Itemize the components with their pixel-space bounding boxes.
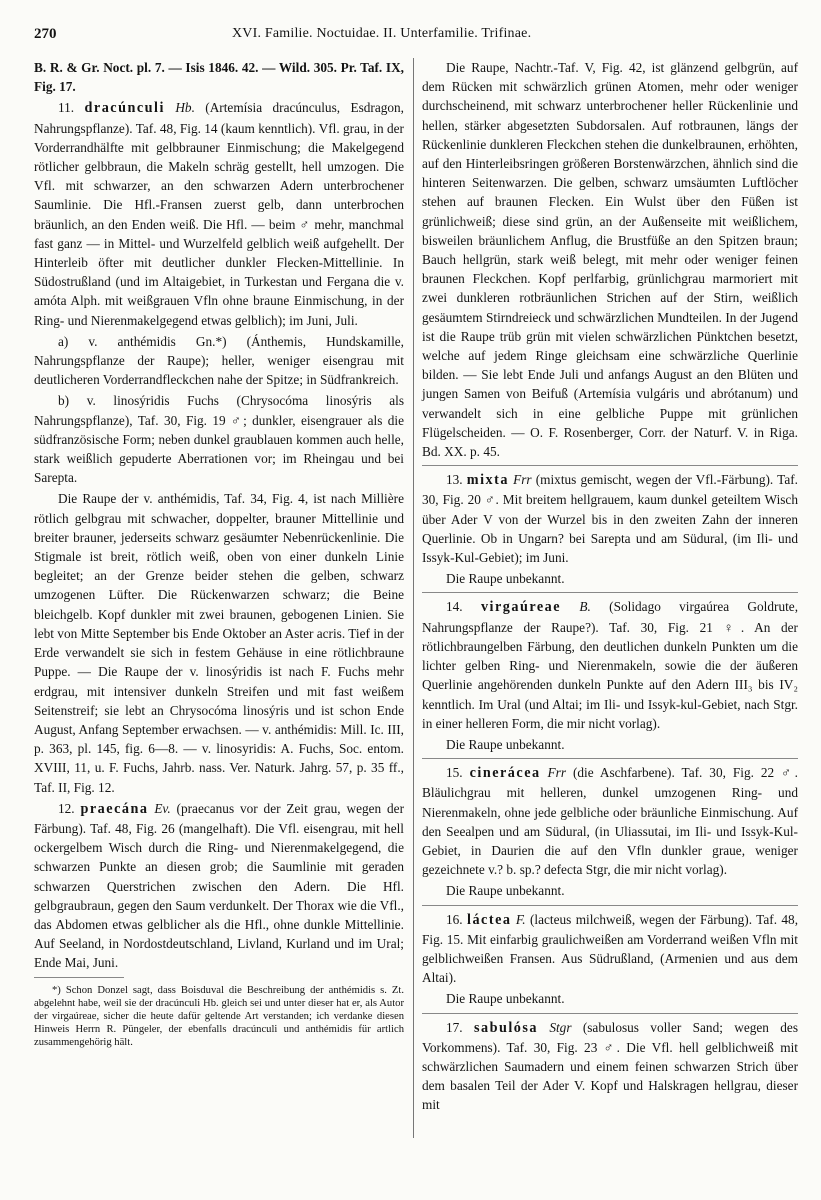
entry-text: (sabulosus voller Sand; wegen des Vorkommens). Taf. 30, Fig. 23 ♂. Die Vfl. hell gelblichweiß mit schwärzlichen Saumadern und einem feinen schwarzen Strich über dem basalen Teil der Ader V. Kopf und Halskragen hellgrau, dieser mit bbox=[422, 1019, 798, 1113]
entry-11b: b) v. linosýridis Fuchs (Chrysocóma linosýris als Nahrungspflanze), Taf. 30, Fig. 19 ♂; dunkler, eisengrauer als die südfranzösische Form; neben dunkel graublauen kommen auch helle, stark weißlich gepuderte Aberrationen vor; im Rheingau und bei Sarepta. bbox=[34, 393, 404, 486]
species-author: Ev. bbox=[154, 800, 171, 816]
entry-16-raupe: Die Raupe unbekannt. bbox=[446, 991, 565, 1007]
entry-14 bbox=[422, 597, 798, 732]
running-title: XVI. Familie. Noctuidae. II. Unterfamilie. Trifinae. bbox=[232, 26, 532, 41]
species-author: Frr bbox=[513, 472, 532, 488]
entry-14-raupe: Die Raupe unbekannt. bbox=[446, 736, 565, 752]
entry-13-raupe: Die Raupe unbekannt. bbox=[446, 571, 565, 587]
entry-15 bbox=[422, 763, 798, 879]
entry-text: (die Aschfarbene). Taf. 30, Fig. 22 ♂. Bläulichgrau mit helleren, dunkel umzogenen Ring- und Nierenmakeln, ohne jede gelbliche oder bräunliche Einmischung. Auf den Seealpen und am Südural, (in Uliassutai, im Ili- und Issyk-Kul-Gebiet, in Daurien die auf den Vfln dunkler graue, weniger gezeichnete v.? b. sp.? defecta Stgr, die mir nicht vorlag). bbox=[422, 765, 799, 878]
section-rule bbox=[422, 465, 798, 466]
species-author: Frr bbox=[547, 765, 567, 781]
intro-references: B. R. & Gr. Noct. pl. 7. — Isis 1846. 42. — Wild. 305. Pr. Taf. IX, Fig. 17. bbox=[34, 60, 404, 95]
entry-text: (praecanus vor der Zeit grau, wegen der Färbung). Taf. 48, Fig. 26 (mangelhaft). Die Vfl. eisengrau, mit hell ockergelbem Wisch durch die Ring- und Nierenmakelgegend, die schwarzen Punkte an diesen grob; die Saumlinie mit geraden schwarzen Querstrichen zwischen den Adern. Die Hfl. gelbgraubraun, gegen den Saum verdunkelt. Der Thorax wie die Vfl., das Abdomen etwas gelblicher als die Hfl., ohne dunkle Mittellinie. Auf Seeland, in Nordostdeutschland, Livland, Kurland und im Ural; Ende Mai, Juni. bbox=[34, 800, 405, 971]
entry-text: (Artemísia dracúnculus, Esdragon, Nahrungspflanze). Taf. 48, Fig. 14 (kaum kenntlich). Vfl. grau, in der Vorderrandhälfte mit gelbbrauner Einmischung; die Makelgegend rötlicher gelbbraun, die Makeln schräg gestellt, hell umzogen. Die Vfl. mit schwarzer, an den schwarzen Adern unterbrochener Saumlinie. Die Hfl.-Fransen zuerst gelb, dann unterbrochen bräunlich, an den Enden weiß. Die Hfl. — beim ♂ mehr, manchmal fast ganz — in Mittel- und Wurzelfeld gelblich weiß aufgehellt. Der Hinterleib öfter mit deutlicher dunkler Flecken-Mittellinie. In Südostrußland (und im Altaigebiet, in Turkestan und Fergana die v. amóta Alph. mit weißgrauen Vfln ohne braune Einmischung, in der Ring- und Nierenmakelgegend etwas gelblich); im Juni, Juli. bbox=[34, 100, 404, 328]
entry-16 bbox=[422, 910, 798, 988]
right-column bbox=[422, 58, 798, 1117]
entry-11a: a) v. anthémidis Gn.*) (Ánthemis, Hundskamille, Nahrungspflanze der Raupe); heller, weniger eisengrau mit deutlicheren Vorderrandfleckchen nahe der Spitze; in Südfrankreich. bbox=[34, 333, 404, 388]
left-column bbox=[34, 58, 404, 1049]
entry-number: 17. bbox=[446, 1019, 463, 1035]
entry-17 bbox=[422, 1018, 798, 1115]
page-number: 270 bbox=[34, 26, 57, 42]
species-name: sabulósa bbox=[473, 1019, 538, 1036]
entry-text: (mixtus gemischt, wegen der Vfl.-Färbung). Taf. 30, Fig. 20 ♂. Mit breitem hellgrauem, kaum dunkel geteiltem Wisch über Ader V von der Wurzel bis in den zweiten Zahn der inneren Querlinie. Ob in Ungarn? bei Sarepta und am Südural, (im Ili- und Issyk-Kul-Gebiet); im Juni. bbox=[422, 472, 798, 566]
footnote-text: *) Schon Donzel sagt, dass Boisduval die Beschreibung der anthémidis s. Zt. abgelehnt habe, weil sie der dracúnculi Hb. gleich sei und unter dieser hat er, als Autor der virgaúreae, sicher die heute dafür geltende Art verstanden; ich verdanke diesen Hinweis Herrn R. Püngeler, der ebenfalls dracúnculi und anthémidis für artlich zusammengehörig hält. bbox=[34, 984, 404, 1048]
column-divider bbox=[413, 58, 414, 1138]
footnote bbox=[34, 984, 404, 1049]
entry-number: 13. bbox=[446, 472, 463, 488]
entry-number: 12. bbox=[58, 800, 75, 816]
section-rule bbox=[422, 905, 798, 906]
entry-number: 15. bbox=[446, 765, 463, 781]
species-name: praecána bbox=[80, 800, 149, 817]
section-rule bbox=[422, 592, 798, 593]
species-name: virgaúreae bbox=[480, 599, 562, 616]
species-author: Stgr bbox=[549, 1019, 572, 1035]
entry-13 bbox=[422, 470, 798, 567]
entry-11 bbox=[34, 98, 404, 329]
species-name: mixta bbox=[466, 472, 509, 489]
entry-12 bbox=[34, 799, 404, 973]
section-rule bbox=[422, 1013, 798, 1014]
entry-number: 11. bbox=[58, 100, 75, 116]
entry-number: 14. bbox=[446, 599, 463, 615]
species-name: cinerácea bbox=[469, 765, 541, 782]
species-name: dracúnculi bbox=[84, 100, 165, 117]
species-name: láctea bbox=[467, 911, 512, 928]
species-author: Hb. bbox=[175, 100, 195, 116]
entry-11-raupe: Die Raupe der v. anthémidis, Taf. 34, Fig. 4, ist nach Millière rötlich gelbgrau mit schwacher, doppelter, brauner Mittellinie und breiter brauner, jederseits schwarz gesäumter Nebenrückenlinie. Die Stigmale ist breit, rötlich weiß, oben von einer dunkeln Linie begleitet; an der Grenze beider stehen die gelben, schwarz umzogenen Lüfter. Die Rückenwarzen schwarz; die Beine bleichgelb. Kopf dunkler mit zwei braunen, gebogenen Linien. Sie lebt von Mitte September bis Ende Oktober an Aster acris. Tief in der Erde verwandelt sie sich in festem Gehäuse in eine rötlichbraune Puppe. — Die Raupe der v. linosýridis ist nach F. Fuchs mehr erdgrau, mit intensiver dunkeln Streifen und mit fast weißem Seitenstreif; sie lebt an Chrysocóma linosýris und ist schon Ende August, Anfang September erwachsen. — v. anthémidis: Mill. Ic. III, p. 363, pl. 145, fig. 6—8. — v. linosyridis: A. Fuchs, Soc. entom. XVIII, 11, u. F. Fuchs, Jahrb. nass. Ver. Naturk. Jahrg. 57, p. 35 ff., Taf. II, Fig. 12. bbox=[34, 491, 404, 795]
section-rule bbox=[422, 758, 798, 759]
entry-number: 16. bbox=[446, 911, 463, 927]
entry-text: (Solidago virgaúrea Goldrute, Nahrungspflanze der Raupe?). Taf. 30, Fig. 21 ♀. An der rötlichbraungelben Färbung, den deutlichen dunkeln Punkten um die lichter gelben Ring- und Nierenmakeln, sowie die der äußeren Querlinie angehörenden dunkeln Punkte auf den Adern III₃ bis IV₂ kenntlich. Im Ural (und Altai; im Ili- und Issyk-kul-Gebiet, nach Stgr. in einer helleren Form, die mir nicht vorlag). bbox=[422, 599, 799, 731]
footnote-rule bbox=[34, 977, 124, 978]
entry-15-raupe: Die Raupe unbekannt. bbox=[446, 883, 565, 899]
entry-text: (lacteus milchweiß, wegen der Färbung). Taf. 48, Fig. 15. Mit einfarbig graulichweißen am Vorderrand weißen Vfln mit gelblichweißen Fransen. Aus Südrußland, (Armenien und aus dem Altai). bbox=[422, 911, 799, 986]
species-author: F. bbox=[515, 911, 526, 927]
species-author: B. bbox=[579, 599, 591, 615]
page-header bbox=[34, 26, 798, 48]
raupe-continued: Die Raupe, Nachtr.-Taf. V, Fig. 42, ist glänzend gelbgrün, auf dem Rücken mit schwärzlich grünen Atomen, mehr oder weniger durchscheinend, mit schwarz unterbrochener heller Rückenlinie und hellen, stärker abgesetzten Subdorsalen. Auf rotbraunen, längs der Rückenlinie dunkleren Fleckchen stehen die dunkelbraunen, erhöhten, auf den Hinterleibsringen größeren Borstenwärzchen, ähnlich sind die hinteren Seitenwarzen. Die gelben, schwarz umsäumten Luftlöcher stehen auf braunen Flecken. Ein Wulst über den Füßen ist grünlichweiß; diese sind grün, an der Außenseite mit weißlichem, bisweilen bräunlichem Anflug, die Brustfüße an den Spitzen braun; Bauch hellgrün, stark weiß belegt, mit mehr oder weniger feinen braunen Fleckchen. Kopf perlfarbig, grünlichgrau marmoriert mit zwei dunkleren rotbräunlichen Strichen auf der Stirn, weißlich gesäumtem Stirndreieck und schwärzlichen Mundteilen. In der Jugend ist die Raupe trüb grün mit vielen schwärzlichen Pünktchen besetzt, welche auf jedem Ringe gleichsam eine schwärzliche Querlinie bilden. — Sie lebt Ende Juli und anfangs August an den Blüten und jungen Samen von Beifuß (Artemísia vulgáris und abrótanum) und verwandelt sich in eine gelbliche Puppe mit grünlichen Flügelscheiden. — O. F. Rosenberger, Corr. der Naturf. V. in Riga. Bd. XX. p. 45. bbox=[422, 60, 798, 460]
